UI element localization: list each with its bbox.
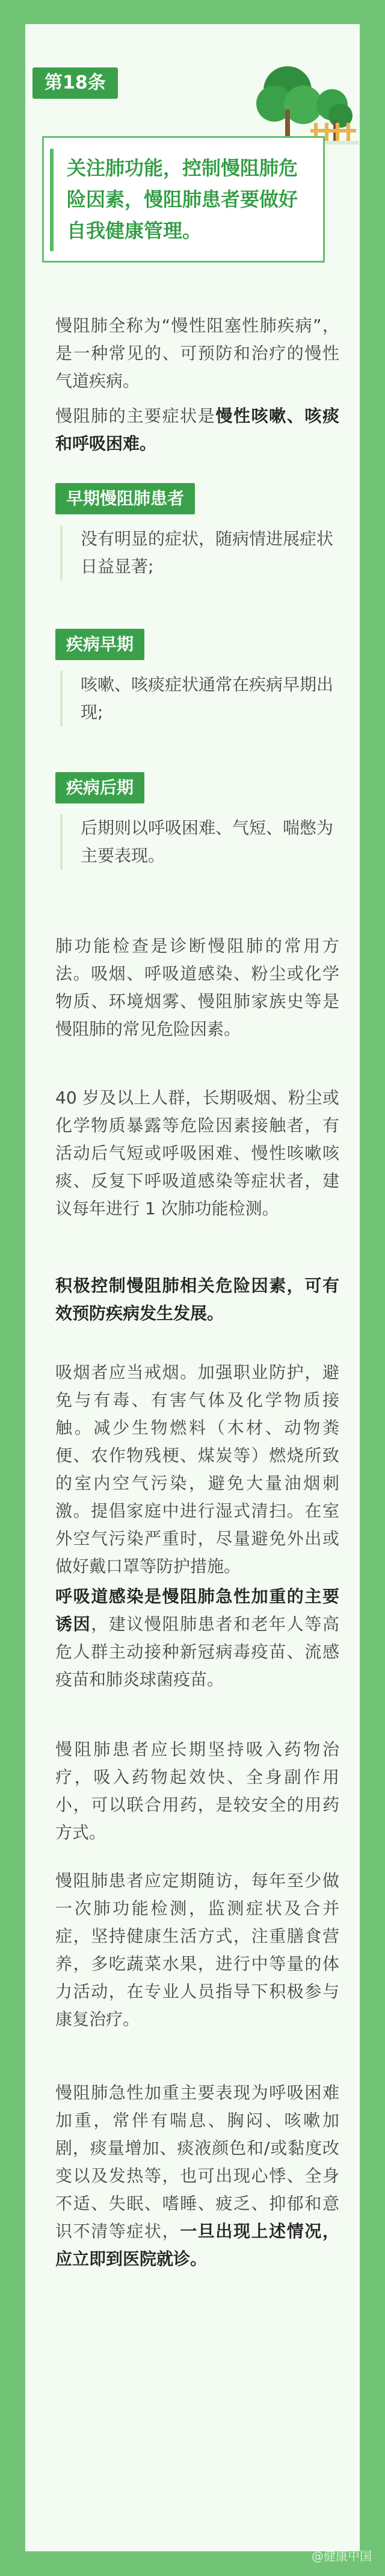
paragraph-definition: 慢阻肺全称为“慢性阻塞性肺疾病”，是一种常见的、可预防和治疗的慢性气道疾病。 xyxy=(55,316,339,391)
stage-label-late: 疾病后期 xyxy=(55,772,144,803)
paragraph-medication: 慢阻肺患者应长期坚持吸入药物治疗，吸入药物起效快、全身副作用小，可以联合用药，是较安全的用药方式。 xyxy=(55,1739,339,1842)
stage-label-early-patient: 早期慢阻肺患者 xyxy=(55,483,195,514)
paragraph-diagnosis: 肺功能检查是诊断慢阻肺的常用方法。吸烟、呼吸道感染、粉尘或化学物质、环境烟雾、慢阻肺家族史等是慢阻肺的常见危险因素。 xyxy=(55,936,339,1039)
paragraph-vaccination xyxy=(55,1583,339,1694)
callout-accent-bar xyxy=(50,149,54,251)
stage-text-late: 后期则以呼吸困难、气短、喘憋为主要表现。 xyxy=(60,814,340,870)
symptoms-bold: 慢性咳嗽、咳痰和呼吸困难。 xyxy=(55,406,339,454)
stage-label-early: 疾病早期 xyxy=(55,629,144,660)
content-card xyxy=(25,24,360,2551)
key-message-box xyxy=(42,136,325,263)
article-badge: 第18条 xyxy=(32,67,118,99)
watermark: @健康中国 xyxy=(312,2549,372,2563)
paragraph-screening: 40 岁及以上人群，长期吸烟、粉尘或化学物质暴露等危险因素接触者，有活动后气短或呼吸困难、慢性咳嗽咳痰、反复下呼吸道感染等症状者，建议每年进行 1 次肺功能检测。 xyxy=(55,1088,339,1218)
vaccination-rest: ，建议慢阻肺患者和老年人等高危人群主动接种新冠病毒疫苗、流感疫苗和肺炎球菌疫苗。 xyxy=(55,1614,339,1689)
paragraph-prevention-heading xyxy=(55,1272,339,1327)
paragraph-risk-control: 吸烟者应当戒烟。加强职业防护，避免与有毒、有害气体及化学物质接触。减少生物燃料（木材、动物粪便、农作物残梗、煤炭等）燃烧所致的室内空气污染，避免大量油烟刺激。提倡家庭中进行湿式清扫。在室外空气污染严重时，尽量避免外出或做好戴口罩等防护措施。 xyxy=(55,1362,339,1576)
vaccination-bold: 呼吸道感染是慢阻肺急性加重的主要诱因 xyxy=(55,1586,339,1634)
symptoms-lead: 慢阻肺的主要症状是 xyxy=(55,406,216,426)
exacerbation-lead: 慢阻肺急性加重主要表现为呼吸困难加重，常伴有喘息、胸闷、咳嗽加剧，痰量增加、痰液颜色和/或黏度改变以及发热等，也可出现心悸、全身不适、失眠、嗜睡、疲乏、抑郁和意识不清等症状， xyxy=(55,2083,339,2241)
exacerbation-bold: 一旦出现上述情况，应立即到医院就诊。 xyxy=(55,2221,339,2269)
prevention-heading-text: 积极控制慢阻肺相关危险因素，可有效预防疾病发生发展。 xyxy=(55,1276,339,1323)
stage-text-early: 咳嗽、咳痰症状通常在疾病早期出现; xyxy=(60,671,340,726)
paragraph-follow-up: 慢阻肺患者应定期随访，每年至少做一次肺功能检测，监测症状及合并症，坚持健康生活方式，注重膳食营养，多吃蔬菜水果，进行中等量的体力活动，在专业人员指导下积极参与康复治疗。 xyxy=(55,1871,339,2029)
paragraph-symptoms xyxy=(55,402,339,458)
key-message-text: 关注肺功能，控制慢阻肺危险因素，慢阻肺患者要做好自我健康管理。 xyxy=(67,157,298,242)
paragraph-exacerbation xyxy=(55,2079,339,2273)
stage-text-early-patient: 没有明显的症状，随病情进展症状日益显著; xyxy=(60,525,340,581)
